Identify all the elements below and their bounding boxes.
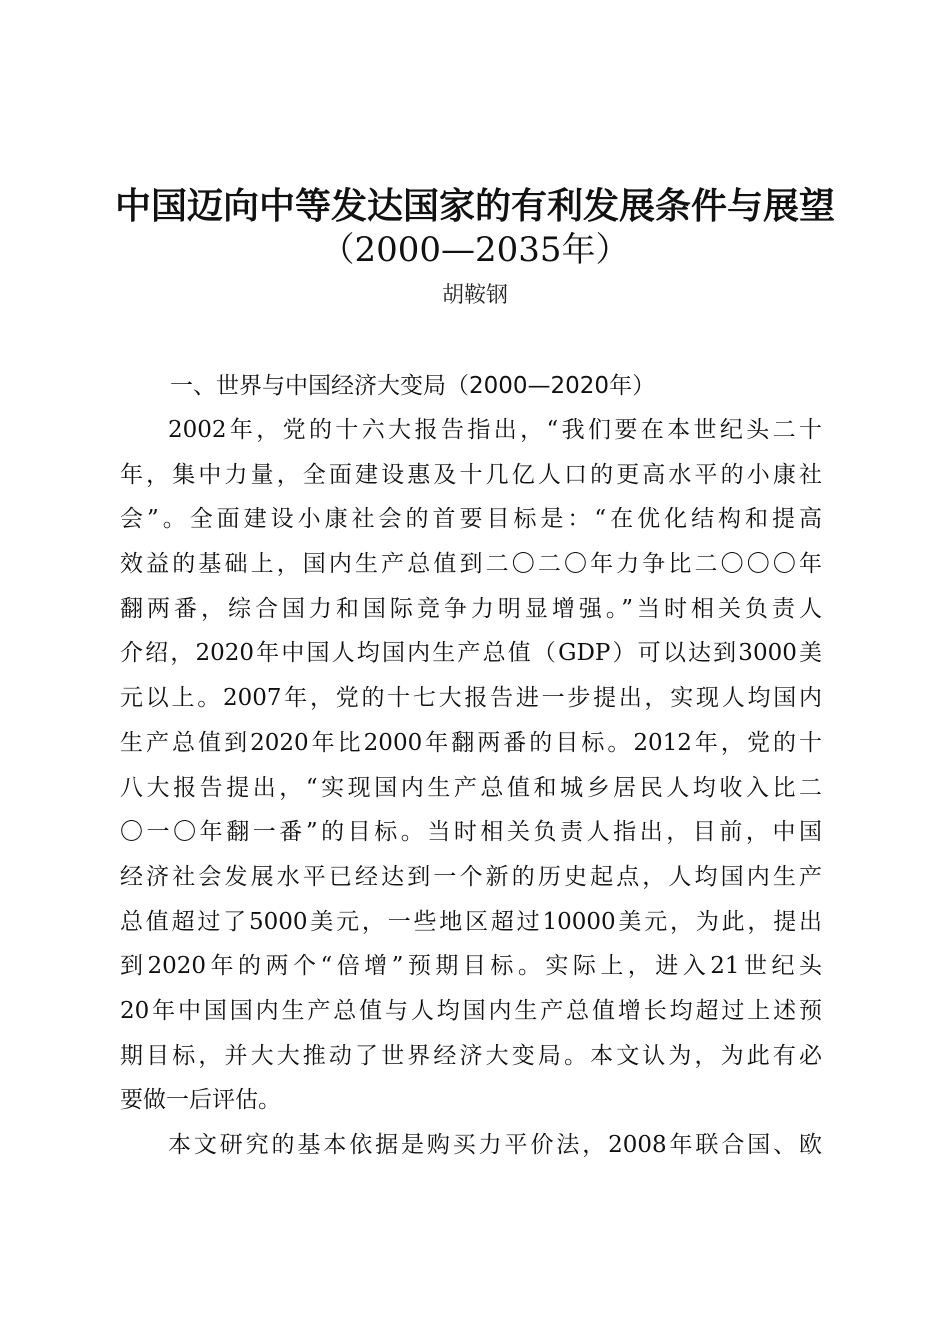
paragraph-line: 期目标，并大大推动了世界经济大变局。本文认为，为此有必 — [120, 1042, 822, 1069]
document-subtitle-years: （2000—2035年） — [320, 230, 630, 270]
document-title: 中国迈向中等发达国家的有利发展条件与展望 — [114, 185, 835, 227]
paragraph-line: 总值超过了5000美元，一些地区超过10000美元，为此，提出 — [120, 908, 822, 935]
paragraph-line: 经济社会发展水平已经达到一个新的历史起点，人均国内生产 — [120, 863, 822, 890]
paragraph-line: 会”。全面建设小康社会的首要目标是：“在优化结构和提高 — [120, 506, 822, 533]
paragraph-line: 年，集中力量，全面建设惠及十几亿人口的更高水平的小康社 — [120, 461, 822, 488]
paragraph-line: 介绍，2020年中国人均国内生产总值（GDP）可以达到3000美 — [120, 640, 822, 667]
paragraph-line: 元以上。2007年，党的十七大报告进一步提出，实现人均国内 — [120, 685, 822, 712]
paragraph-line: 八大报告提出，“实现国内生产总值和城乡居民人均收入比二 — [120, 774, 822, 801]
paragraph-line: 本文研究的基本依据是购买力平价法，2008年联合国、欧 — [168, 1132, 822, 1158]
paragraph-line: 20年中国国内生产总值与人均国内生产总值增长均超过上述预 — [120, 997, 822, 1024]
paragraph-line: 翻两番，综合国力和国际竞争力明显增强。”当时相关负责人 — [120, 595, 822, 622]
paragraph-line: 〇一〇年翻一番”的目标。当时相关负责人指出，目前，中国 — [120, 819, 822, 846]
paragraph-line: 2002年，党的十六大报告指出，“我们要在本世纪头二十 — [168, 417, 822, 443]
paragraph-line: 效益的基础上，国内生产总值到二〇二〇年力争比二〇〇〇年 — [120, 551, 822, 578]
author-name: 胡鞍钢 — [441, 283, 508, 308]
paragraph-line: 生产总值到2020年比2000年翻两番的目标。2012年，党的十 — [120, 729, 822, 756]
body-paragraphs — [120, 408, 822, 1168]
paragraph-line: 要做一后评估。 — [120, 1087, 281, 1114]
section-heading: 一、世界与中国经济大变局（2000—2020年） — [170, 373, 656, 399]
paragraph-line: 到2020年的两个“倍增”预期目标。实际上，进入21世纪头 — [120, 953, 822, 980]
